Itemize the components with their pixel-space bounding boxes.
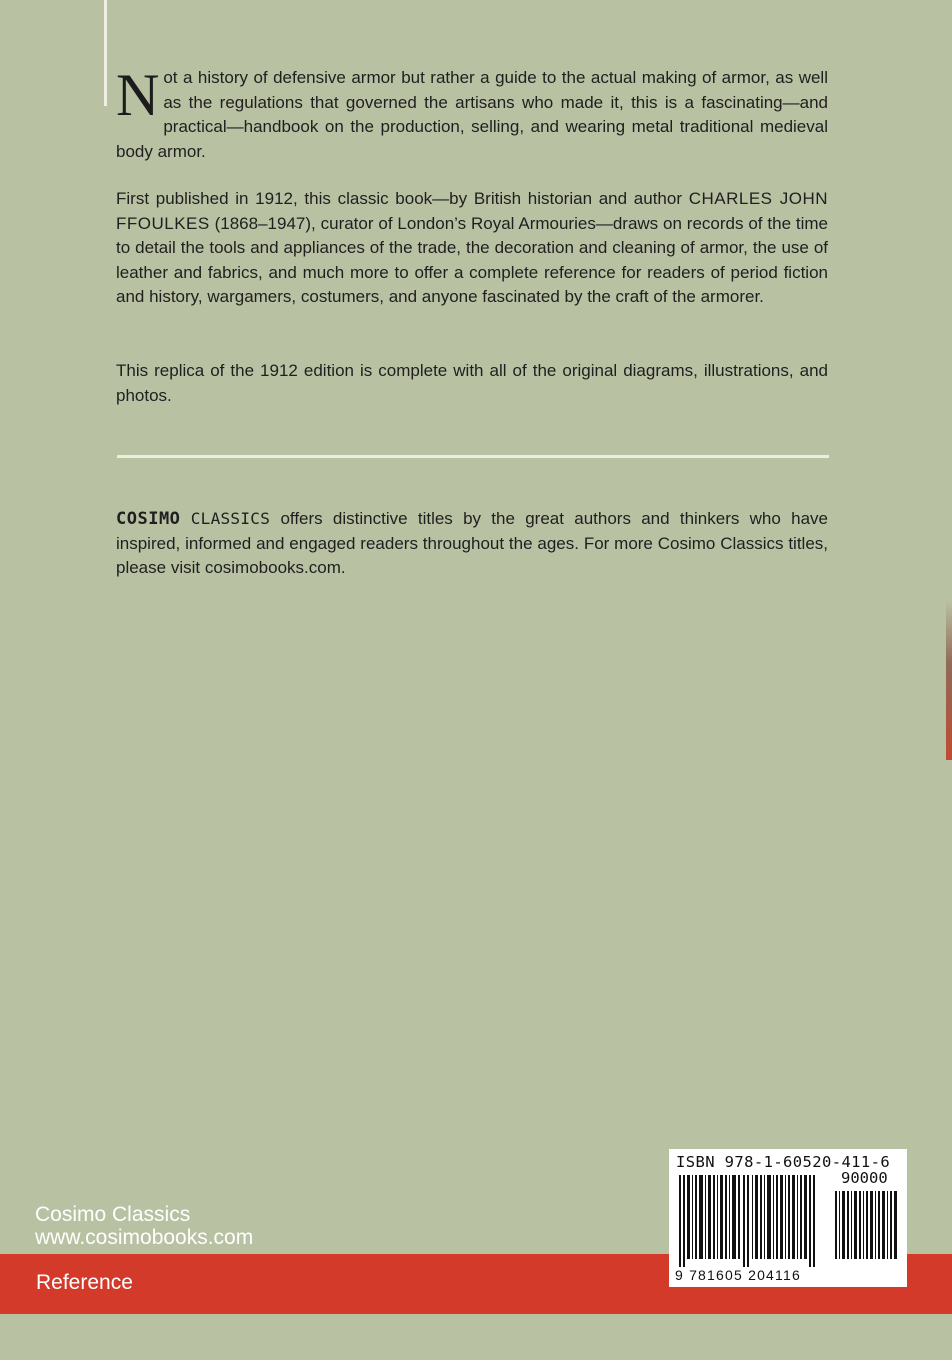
isbn-text: ISBN 978-1-60520-411-6 bbox=[676, 1153, 891, 1171]
price-code: 90000 bbox=[841, 1169, 888, 1187]
isbn-barcode bbox=[669, 1149, 907, 1287]
category-label: Reference bbox=[36, 1271, 133, 1294]
publisher-blurb bbox=[116, 507, 828, 581]
publisher-brand: COSIMO bbox=[116, 509, 181, 529]
description-paragraph-1 bbox=[116, 62, 828, 164]
barcode-digits: 9 781605 204116 bbox=[675, 1267, 801, 1283]
section-divider bbox=[117, 455, 829, 458]
author-name: CHARLES JOHN FFOULKES bbox=[116, 189, 829, 233]
price-barcode-icon bbox=[834, 1191, 900, 1259]
description-paragraph-2-intro: First published in 1912, this classic book—by British historian and author bbox=[116, 189, 689, 208]
publisher-blurb-text: offers distinctive titles by the great authors and thinkers who have inspired, informed and engaged readers throughout the ages. For more Cosimo Classics titles, please visit cosimobooks.com. bbox=[116, 509, 828, 577]
description-paragraph-2 bbox=[116, 187, 828, 310]
imprint-name: Cosimo Classics bbox=[35, 1203, 191, 1226]
cover-edge-shading bbox=[946, 600, 952, 760]
description-paragraph-1-text: ot a history of defensive armor but rather a guide to the actual making of armor, as well as the regulations that governed the artisans who made it, this is a fascinating—and practical—handbook on the production, selling, and wearing metal traditional medieval body armor. bbox=[116, 68, 828, 161]
publisher-series: CLASSICS bbox=[190, 509, 271, 528]
spine-edge-line bbox=[104, 0, 107, 106]
description-paragraph-2-body: (1868–1947), curator of London’s Royal Armouries—draws on records of the time to detail the tools and appliances of the trade, the decoration and cleaning of armor, the use of leather and fabrics, and much more to offer a complete reference for readers of period fiction and history, wargamers, costumers, and anyone fascinated by the craft of the armorer. bbox=[116, 213, 828, 306]
drop-cap: N bbox=[116, 62, 160, 128]
description-paragraph-3: This replica of the 1912 edition is complete with all of the original diagrams, illustrations, and photos. bbox=[116, 361, 828, 405]
barcode-bars-icon bbox=[677, 1175, 827, 1267]
imprint-url: www.cosimobooks.com bbox=[35, 1226, 254, 1249]
